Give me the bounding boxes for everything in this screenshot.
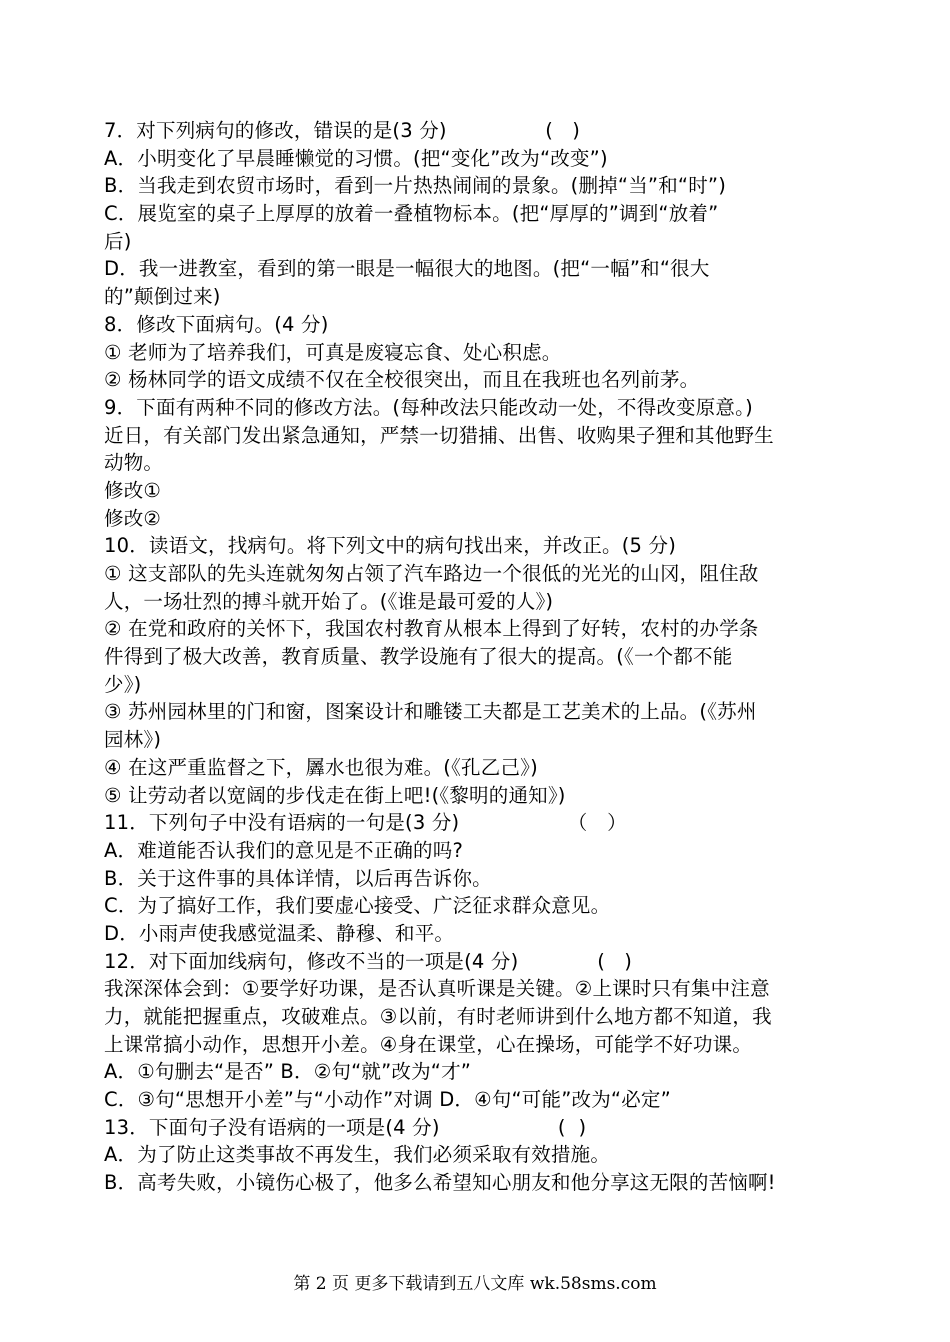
text-line-q11-d: D．小雨声使我感觉温柔、静穆、和平。 bbox=[104, 921, 455, 945]
text-line-q11: 11．下列句子中没有语病的一句是(3 分) （ ） bbox=[104, 811, 627, 835]
text-line-q7-d: D．我一进教室，看到的第一眼是一幅很大的地图。(把“一幅”和“很大 bbox=[104, 257, 710, 281]
text-line-q10-2-cont2: 少》) bbox=[104, 672, 142, 696]
text-line-q7-c-cont: 后) bbox=[104, 229, 132, 253]
text-line-q10-1: ① 这支部队的先头连就匆匆占领了汽车路边一个很低的光光的山冈，阻住敌 bbox=[104, 562, 759, 585]
text-line-q12-cd: C．③句“思想开小差”与“小动作”对调 D．④句“可能”改为“必定” bbox=[104, 1088, 671, 1112]
document-body bbox=[104, 117, 864, 1197]
text-line-q7: 7．对下列病句的修改，错误的是(3 分) ( ) bbox=[104, 119, 581, 142]
text-line-q7-a: A．小明变化了早晨睡懒觉的习惯。(把“变化”改为“改变”) bbox=[104, 146, 608, 170]
text-line-q7-d-cont: 的”颠倒过来) bbox=[104, 285, 221, 309]
text-line-q11-a: A．难道能否认我们的意见是不正确的吗? bbox=[104, 838, 463, 862]
text-line-q10-3-cont: 园林》) bbox=[104, 728, 162, 752]
text-line-q9-text: 近日，有关部门发出紧急通知，严禁一切猎捕、出售、收购果子狸和其他野生 bbox=[104, 423, 774, 447]
text-line-q7-b: B．当我走到农贸市场时，看到一片热热闹闹的景象。(删掉“当”和“时”) bbox=[104, 174, 727, 198]
text-line-q13-b: B．高考失败，小镜伤心极了，他多么希望知心朋友和他分享这无限的苦恼啊! bbox=[104, 1171, 776, 1195]
text-line-q8-2: ② 杨林同学的语文成绩不仅在全校很突出，而且在我班也名列前茅。 bbox=[104, 368, 700, 392]
text-line-q10-5: ⑤ 让劳动者以宽阔的步伐走在街上吧!(《黎明的通知》) bbox=[104, 783, 566, 807]
text-line-q9-fix2: 修改② bbox=[104, 506, 162, 530]
text-line-q7-c: C．展览室的桌子上厚厚的放着一叠植物标本。(把“厚厚的”调到“放着” bbox=[104, 202, 719, 226]
text-line-q13: 13．下面句子没有语病的一项是(4 分) ( ) bbox=[104, 1115, 587, 1139]
text-line-q12-text: 我深深体会到：①要学好功课，是否认真听课是关键。②上课时只有集中注意 bbox=[104, 977, 770, 1001]
text-line-q12-text-cont: 力，就能把握重点，攻破难点。③以前，有时老师讲到什么地方都不知道，我 bbox=[104, 1005, 772, 1028]
text-line-q12: 12．对下面加线病句，修改不当的一项是(4 分) ( ) bbox=[104, 949, 633, 973]
text-line-q12-text-cont2: 上课常搞小动作，思想开小差。④身在课堂，心在操场，可能学不好功课。 bbox=[104, 1032, 753, 1056]
text-line-q9-fix1: 修改① bbox=[104, 478, 162, 502]
text-line-q8-1: ① 老师为了培养我们，可真是废寝忘食、处心积虑。 bbox=[104, 340, 562, 364]
text-line-q10: 10．读语文，找病句。将下列文中的病句找出来，并改正。(5 分) bbox=[104, 534, 677, 558]
text-line-q12-ab: A．①句删去“是否” B．②句“就”改为“才” bbox=[104, 1060, 472, 1084]
text-line-q13-a: A．为了防止这类事故不再发生，我们必须采取有效措施。 bbox=[104, 1143, 611, 1167]
text-line-q9: 9．下面有两种不同的修改方法。(每种改法只能改动一处，不得改变原意。) bbox=[104, 395, 753, 419]
text-line-q8: 8．修改下面病句。(4 分) bbox=[104, 312, 329, 336]
text-line-q10-4: ④ 在这严重监督之下，羼水也很为难。(《孔乙己》) bbox=[104, 755, 538, 779]
text-line-q10-2: ② 在党和政府的关怀下，我国农村教育从根本上得到了好转，农村的办学条 bbox=[104, 617, 759, 641]
text-line-q10-3: ③ 苏州园林里的门和窗，图案设计和雕镂工夫都是工艺美术的上品。(《苏州 bbox=[104, 700, 757, 724]
text-line-q10-1-cont: 人，一场壮烈的搏斗就开始了。(《谁是最可爱的人》) bbox=[104, 589, 554, 613]
text-line-q11-b: B．关于这件事的具体详情，以后再告诉你。 bbox=[104, 866, 492, 890]
text-line-q10-2-cont: 件得到了极大改善，教育质量、教学设施有了很大的提高。(《一个都不能 bbox=[104, 645, 733, 669]
page-footer: 第 2 页 更多下载请到五八文库 wk.58sms.com bbox=[293, 1274, 657, 1294]
text-line-q9-text-cont: 动物。 bbox=[104, 451, 164, 475]
text-line-q11-c: C．为了搞好工作，我们要虚心接受、广泛征求群众意见。 bbox=[104, 894, 611, 918]
